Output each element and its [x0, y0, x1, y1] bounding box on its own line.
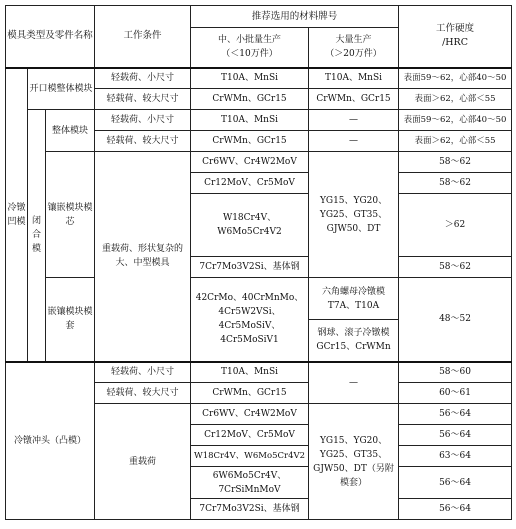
- header-large-batch-text: 大量生产: [335, 35, 372, 46]
- table-cell: [95, 362, 191, 383]
- cell-text: 表面＞62，心部＜55: [414, 94, 496, 104]
- header-small-batch: [191, 28, 309, 68]
- table-cell: [399, 467, 512, 499]
- nut-die-materials-text: 六角螺母冷镦模T7A、T10A: [322, 286, 386, 311]
- punch-light-large: [309, 362, 399, 404]
- cell-text: W18Cr4V、W6Mo5Cr4V2: [217, 213, 282, 237]
- table-cell: [95, 89, 191, 110]
- whole-block-name-text: 整体模块: [52, 125, 89, 136]
- heavy-load-condition-text: 重载荷、形状复杂的大、中型模具: [102, 244, 184, 269]
- cell-text: —: [349, 136, 359, 146]
- insert-core-name-text: 镶嵌模块模芯: [47, 202, 93, 227]
- punch-heavy-condition: [95, 404, 191, 520]
- table-cell: [399, 362, 512, 383]
- cell-text: 58～62: [439, 178, 471, 188]
- table-cell: [191, 110, 309, 131]
- cell-text: ＞62: [444, 220, 466, 230]
- table-cell: [399, 173, 512, 194]
- header-small-batch-sub: （＜10万件）: [221, 49, 278, 60]
- cell-text: —: [349, 115, 359, 125]
- cell-text: CrWMn、GCr15: [212, 94, 287, 104]
- nut-die-materials: [309, 278, 399, 320]
- die-category-text: 冷镦凹模: [7, 202, 26, 227]
- table-cell: [191, 68, 309, 89]
- table-cell: [399, 89, 512, 110]
- cell-text: Cr12MoV、Cr5MoV: [204, 178, 295, 188]
- table-cell: [95, 131, 191, 152]
- header-condition-text: 工作条件: [123, 30, 162, 42]
- table-cell: [191, 446, 309, 467]
- cell-text: CrWMn、GCr15: [212, 388, 287, 398]
- cell-text: 6W6Mo5Cr4V、7CrSiMnMoV: [212, 470, 287, 495]
- open-die-name: [28, 68, 95, 110]
- header-condition: [95, 6, 191, 68]
- die-category-cell: [6, 68, 28, 362]
- ball-die-materials-text: 钢球、滚子冷镦模GCr15、CrWMn: [316, 328, 391, 353]
- closed-die-label-text: 闭合模: [31, 216, 41, 255]
- cell-text: T10A、MnSi: [221, 73, 279, 84]
- table-cell: [399, 404, 512, 425]
- cell-text: Cr6WV、Cr4W2MoV: [202, 409, 297, 419]
- table-cell: [191, 257, 309, 278]
- cell-text: T10A、MnSi: [221, 367, 279, 378]
- table-cell: [191, 404, 309, 425]
- table-cell: [191, 173, 309, 194]
- table-cell: [191, 194, 309, 257]
- sleeve-materials-text: 42CrMo、40CrMnMo、4Cr5W2VSi、4Cr5MoSiV、4Cr5MoSiV1: [195, 293, 304, 346]
- heavy-load-condition: [95, 152, 191, 362]
- punch-heavy-large-text: YG15、YG20、YG25、GT35、GJW50、DT（另附模套）: [313, 435, 394, 488]
- cell-text: 56～64: [439, 504, 471, 514]
- carbide-materials: [309, 152, 399, 278]
- punch-heavy-large: [309, 404, 399, 520]
- sleeve-materials: [191, 278, 309, 362]
- table-cell: [191, 131, 309, 152]
- table-cell: [191, 499, 309, 520]
- cell-text: 表面59～62，心部40～50: [403, 115, 507, 125]
- cell-text: 58～60: [439, 367, 471, 378]
- table-cell: [309, 68, 399, 89]
- cell-text: 7Cr7Mo3V2Si、基体钢: [199, 504, 300, 514]
- table-cell: [399, 194, 512, 257]
- cell-text: 56～64: [439, 409, 471, 419]
- header-material-group-text: 推荐选用的材料牌号: [251, 10, 338, 22]
- punch-heavy-condition-text: 重载荷: [129, 456, 157, 467]
- header-large-batch-sub: （＞20万件）: [325, 49, 382, 60]
- cell-text: Cr6WV、Cr4W2MoV: [202, 157, 297, 167]
- cell-text: 表面＞62，心部＜55: [414, 136, 496, 146]
- header-small-batch-text: 中、小批量生产: [218, 35, 282, 46]
- table-cell: [399, 68, 512, 89]
- header-hardness-text: 工作硬度: [436, 23, 475, 35]
- cell-text: T10A、MnSi: [221, 115, 279, 125]
- header-category: [6, 6, 95, 68]
- cell-text: 56～64: [439, 430, 471, 440]
- table-cell: [399, 446, 512, 467]
- cell-text: CrWMn、GCr15: [316, 94, 391, 104]
- punch-name: [6, 362, 95, 520]
- table-cell: [309, 110, 399, 131]
- insert-sleeve-name-text: 嵌镶模块模套: [47, 307, 93, 332]
- table-cell: [191, 152, 309, 173]
- sleeve-hardness: [399, 278, 512, 362]
- table-cell: [95, 110, 191, 131]
- table-cell: [191, 383, 309, 404]
- insert-sleeve-name: [46, 278, 95, 362]
- header-hardness: [399, 6, 512, 68]
- cell-text: 56～64: [439, 477, 471, 488]
- cell-text: 58～62: [439, 157, 471, 167]
- insert-core-name: [46, 152, 95, 278]
- header-large-batch: [309, 28, 399, 68]
- cell-text: 轻载荷、较大尺寸: [106, 94, 179, 104]
- header-hardness-unit: /HRC: [442, 37, 468, 49]
- carbide-materials-text: YG15、YG20、YG25、GT35、GJW50、DT: [319, 195, 388, 234]
- table-cell: [399, 425, 512, 446]
- punch-light-large-text: —: [349, 377, 359, 388]
- cell-text: 轻载荷、较大尺寸: [106, 136, 179, 146]
- open-die-name-text: 开口模整体模块: [29, 83, 93, 94]
- cell-text: 轻载荷、小尺寸: [111, 115, 175, 125]
- table-cell: [95, 68, 191, 89]
- closed-die-label: [28, 110, 46, 362]
- table-cell: [191, 425, 309, 446]
- table-cell: [309, 89, 399, 110]
- whole-block-name: [46, 110, 95, 152]
- table-cell: [191, 362, 309, 383]
- sleeve-hardness-text: 48～52: [439, 314, 471, 325]
- cell-text: Cr12MoV、Cr5MoV: [204, 430, 295, 440]
- table-cell: [191, 89, 309, 110]
- table-cell: [95, 383, 191, 404]
- table-cell: [399, 499, 512, 520]
- cell-text: CrWMn、GCr15: [212, 136, 287, 146]
- table-cell: [399, 383, 512, 404]
- table-cell: [399, 110, 512, 131]
- cell-text: 58～62: [439, 262, 471, 272]
- cell-text: W18Cr4V、W6Mo5Cr4V2: [193, 451, 306, 461]
- table-cell: [399, 131, 512, 152]
- cell-text: 表面59～62，心部40～50: [403, 73, 507, 84]
- cell-text: 轻载荷、小尺寸: [111, 73, 175, 84]
- cell-text: 轻载荷、小尺寸: [111, 367, 175, 378]
- punch-name-text: 冷镦冲头（凸模）: [14, 435, 87, 446]
- header-material-group: [191, 6, 399, 28]
- cell-text: 轻载荷、较大尺寸: [106, 388, 179, 398]
- cell-text: 7Cr7Mo3V2Si、基体钢: [199, 262, 300, 272]
- cell-text: 60～61: [439, 388, 471, 398]
- table-cell: [399, 152, 512, 173]
- ball-die-materials: [309, 320, 399, 362]
- header-category-text: 模具类型及零件名称: [7, 30, 93, 42]
- table-cell: [309, 131, 399, 152]
- material-table: [5, 5, 512, 520]
- table-cell: [399, 257, 512, 278]
- cell-text: T10A、MnSi: [325, 73, 383, 84]
- cell-text: 63～64: [439, 451, 471, 461]
- table-cell: [191, 467, 309, 499]
